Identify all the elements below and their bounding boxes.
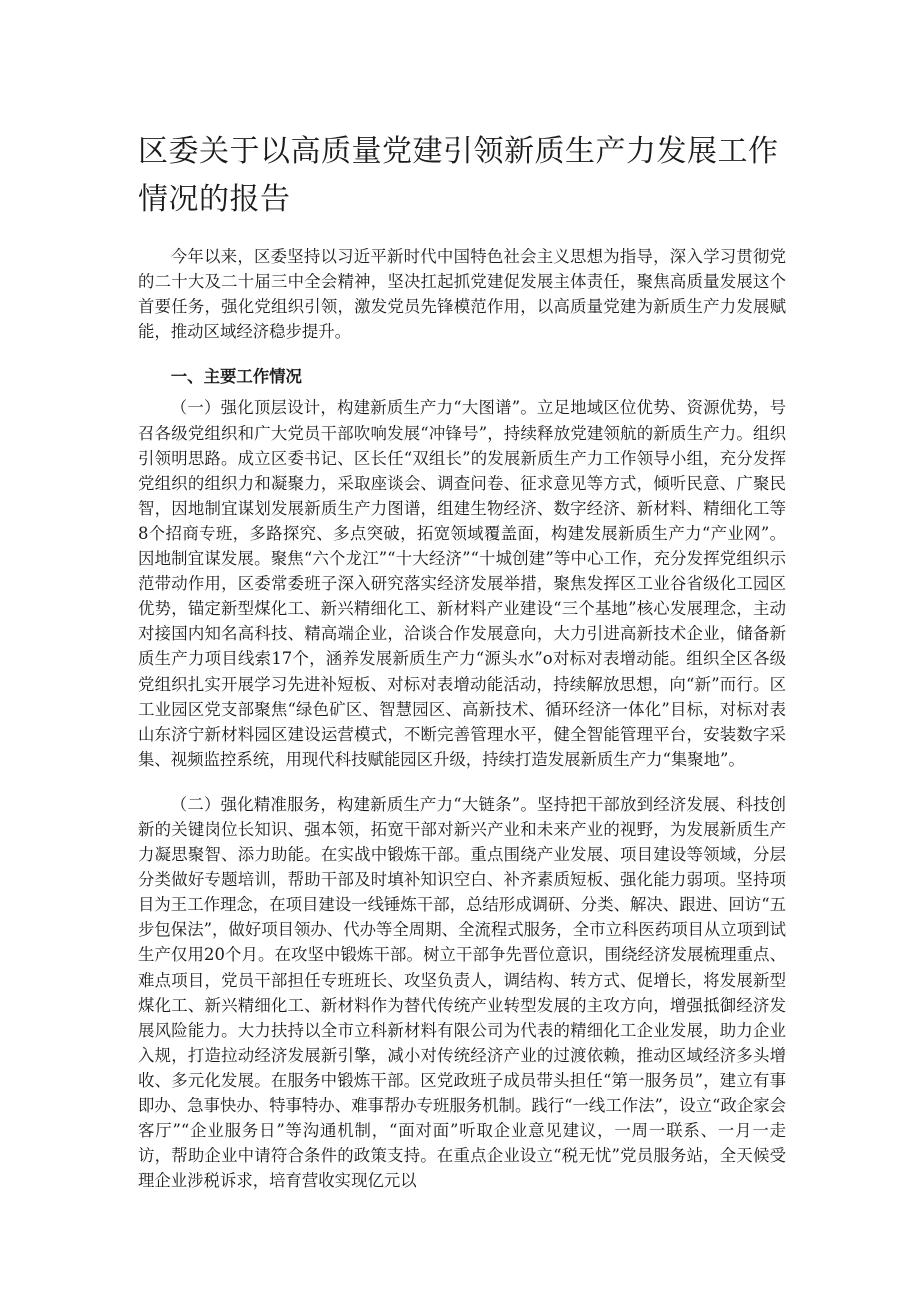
body-paragraph-2: （二）强化精准服务，构建新质生产力“大链条”。坚持把干部放到经济发展、科技创新的关键岗位长知识、强本领，拓宽干部对新兴产业和未来产业的视野，为发展新质生产力凝思聚智、添力助能。在实战中锻炼干部。重点围绕产业发展、项目建设等领域，分层分类做好专题培训，帮助干部及时填补知识空白、补齐素质短板、强化能力弱项。坚持项目为王工作理念，在项目建设一线锤炼干部，总结形成调研、分类、解决、跟进、回访“五步包保法”，做好项目领办、代办等全周期、全流程式服务，全市立科医药项目从立项到试生产仅用20个月。在攻坚中锻炼干部。树立干部争先晋位意识，围绕经济发展梳理重点、难点项目，党员干部担任专班班长、攻坚负责人，调结构、转方式、促增长，将发展新型煤化工、新兴精细化工、新材料作为替代传统产业转型发展的主攻方向，增强抵御经济发展风险能力。大力扶持以全市立科新材料有限公司为代表的精细化工企业发展，助力企业入规，打造拉动经济发展新引擎，减小对传统经济产业的过渡依赖，推动区域经济多头增收、多元化发展。在服务中锻炼干部。区党政班子成员带头担任“第一服务员”，建立有事即办、急事快办、特事特办、难事帮办专班服务机制。践行“一线工作法”，设立“政企家会客厅”“企业服务日”等沟通机制，“面对面”听取企业意见建议，一周一联系、一月一走访，帮助企业中请符合条件的政策支持。在重点企业设立“税无忧”党员服务站，全天候受理企业涉税诉求，培育营收实现亿元以 [138, 794, 786, 1191]
document-title: 区委关于以高质量党建引领新质生产力发展工作情况的报告 [138, 134, 779, 217]
section-heading: 一、主要工作情况 [170, 367, 302, 387]
intro-paragraph: 今年以来，区委坚持以习近平新时代中国特色社会主义思想为指导，深入学习贯彻党的二十大及二十届三中全会精神，坚决扛起抓党建促发展主体责任，聚焦高质量发展这个首要任务，强化党组织引领，激发党员先锋模范作用，以高质量党建为新质生产力发展赋能，推动区域经济稳步提升。 [138, 247, 786, 342]
document-page [138, 128, 786, 1193]
body-paragraph-1: （一）强化顶层设计，构建新质生产力“大图谱”。立足地域区位优势、资源优势，号召各级党组织和广大党员干部吹响发展“冲锋号”，持续释放党建领航的新质生产力。组织引领明思路。成立区委书记、区长任“双组长”的发展新质生产力工作领导小组，充分发挥党组织的组织力和凝聚力，采取座谈会、调查问卷、征求意见等方式，倾听民意、广聚民智，因地制宜谋划发展新质生产力图谱，组建生物经济、数字经济、新材料、精细化工等8个招商专班，多路探究、多点突破，拓宽领域覆盖面，构建发展新质生产力“产业网”。因地制宜谋发展。聚焦“六个龙江”“十大经济”“十城创建”等中心工作，充分发挥党组织示范带动作用，区委常委班子深入研究落实经济发展举措，聚焦发挥区工业谷省级化工园区优势，锚定新型煤化工、新兴精细化工、新材料产业建设“三个基地”核心发展理念，主动对接国内知名高科技、精高端企业，洽谈合作发展意向，大力引进高新技术企业，储备新质生产力项目线索17个，涵养发展新质生产力“源头水”o对标对表增动能。组织全区各级党组织扎实开展学习先进补短板、对标对表增动能活动，持续解放思想，向“新”而行。区工业园区党支部聚焦“绿色矿区、智慧园区、高新技术、循环经济一体化”目标，对标对表山东济宁新材料园区建设运营模式，不断完善管理水平，健全智能管理平台，安装数字采集、视频监控系统，用现代科技赋能园区升级，持续打造发展新质生产力“集聚地”。 [138, 398, 786, 769]
